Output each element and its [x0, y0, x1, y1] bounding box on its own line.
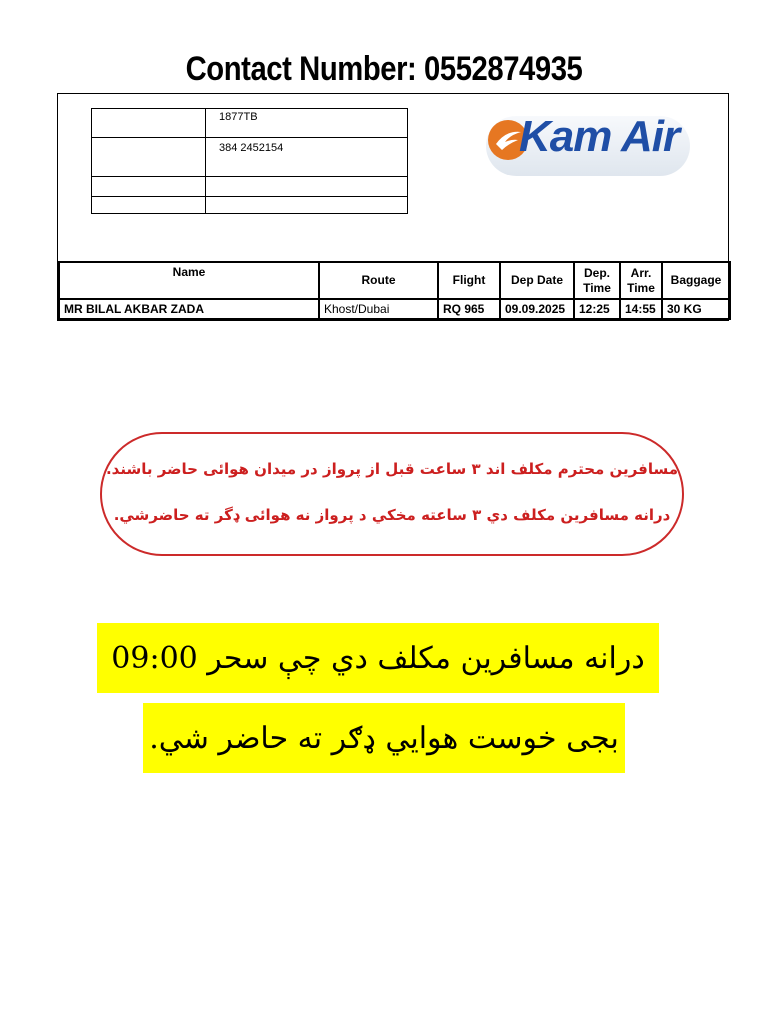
arr-time: 14:55: [620, 299, 662, 319]
logo-text: Kam Air: [519, 112, 680, 161]
contact-number: Contact Number: 0552874935: [185, 50, 583, 88]
ticket-no-label-cell: [92, 138, 206, 177]
empty-cell: [92, 197, 206, 214]
dep-time: 12:25: [574, 299, 620, 319]
header-dep-time-line1: Dep.: [583, 265, 610, 280]
empty-cell: [206, 197, 408, 214]
table-row: [59, 299, 730, 319]
highlight-line-2: بجی خوست هوايي ډګر ته حاضر شي.: [143, 703, 625, 773]
flight-table: [58, 261, 731, 320]
header-name: Name: [59, 262, 319, 299]
header-flight: Flight: [438, 262, 500, 299]
flight-number: RQ 965: [438, 299, 500, 319]
header-arr-time: [620, 262, 662, 299]
kam-air-logo: [486, 98, 690, 188]
baggage: 30 KG: [662, 299, 730, 319]
notice-line-pashto: درانه مسافرين مكلف دي ۳ ساعته مخكي د پرواز نه هوائی ډگر ته حاضرشي.: [113, 506, 671, 524]
empty-cell: [92, 177, 206, 197]
notice-oval: [100, 432, 684, 556]
header-dep-time-line2: Time: [583, 280, 611, 295]
dep-date: 09.09.2025: [500, 299, 574, 319]
header-arr-time-line1: Arr.: [630, 265, 652, 280]
ticket-number: 384 2452154: [206, 138, 408, 177]
notice-line-dari: مسافرین محترم مکلف اند ۳ ساعت قبل از پرواز در میدان هوائی حاضر باشند.: [105, 460, 679, 478]
highlight-line-1: درانه مسافرين مكلف دي چې سحر 09:00: [97, 623, 659, 693]
header-baggage: Baggage: [662, 262, 730, 299]
booking-info-table: [91, 108, 408, 214]
empty-cell: [206, 177, 408, 197]
header-arr-time-line2: Time: [627, 280, 655, 295]
header-dep-date: Dep Date: [500, 262, 574, 299]
booking-ref-label-cell: [92, 109, 206, 138]
header-route: Route: [319, 262, 438, 299]
ticket-box: [57, 93, 729, 321]
header-dep-time: [574, 262, 620, 299]
booking-ref: 1877TB: [206, 109, 408, 138]
passenger-name: MR BILAL AKBAR ZADA: [59, 299, 319, 319]
route-cell: Khost/Dubai: [319, 299, 438, 319]
table-header-row: [59, 262, 730, 299]
